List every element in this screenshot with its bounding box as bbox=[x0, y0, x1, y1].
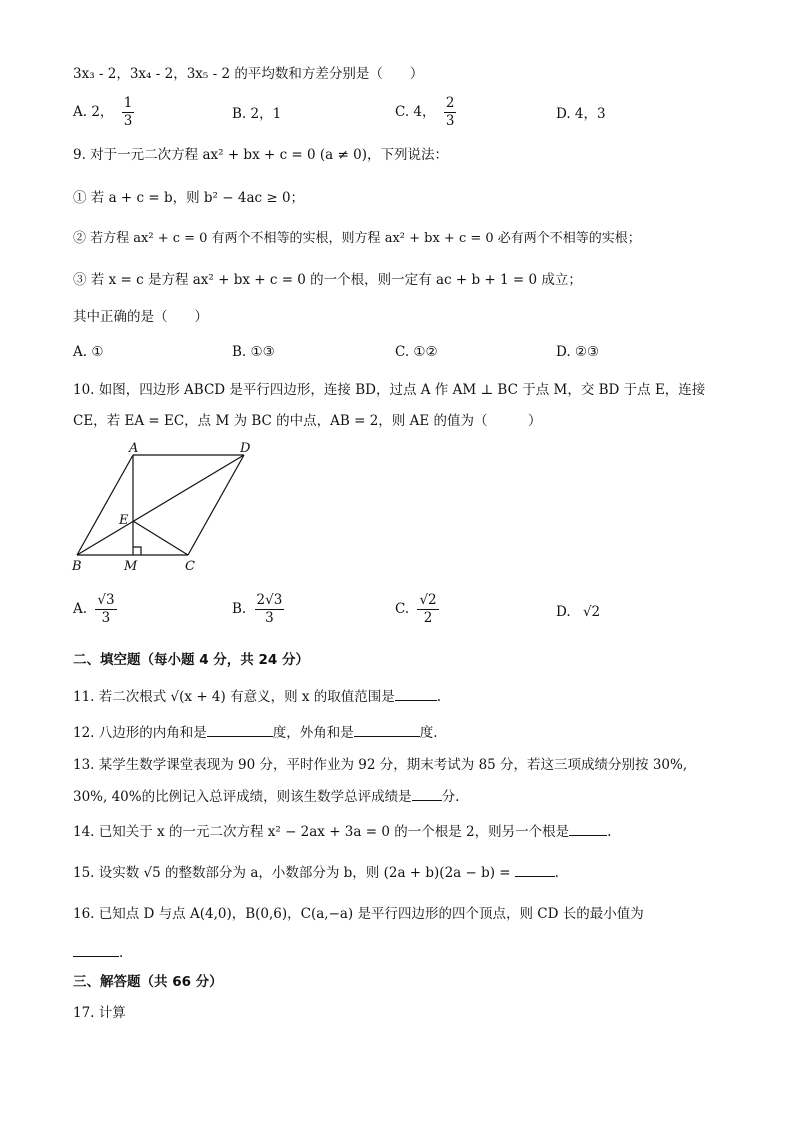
q8-option-a[interactable] bbox=[73, 95, 134, 130]
q12-text-a: 12. 八边形的内角和是 bbox=[73, 725, 207, 741]
fraction-denominator: 3 bbox=[123, 113, 133, 129]
q12 bbox=[73, 722, 734, 743]
segment-dc bbox=[188, 455, 244, 555]
q12-text-b: 度，外角和是 bbox=[272, 725, 354, 741]
q9-statement-2: ② 若方程 ax² + c = 0 有两个不相等的实根，则方程 ax² + bx + c = 0 必有两个不相等的实根； bbox=[73, 231, 641, 246]
q10-option-d-label: D. bbox=[556, 604, 571, 620]
q16-line1: 16. 已知点 D 与点 A(4,0)，B(0,6)，C(a,−a) 是平行四边形的四个顶点，则 CD 长的最小值为 bbox=[73, 906, 644, 922]
label-e: E bbox=[119, 513, 129, 528]
fraction-numerator: √2 bbox=[419, 592, 437, 608]
q9-option-a[interactable]: A. ① bbox=[73, 344, 104, 360]
q15-period: . bbox=[554, 865, 559, 881]
q10-option-b-fraction bbox=[255, 592, 285, 627]
q10-option-a-fraction bbox=[95, 592, 116, 627]
q16-answer-blank[interactable] bbox=[73, 942, 119, 957]
q13-answer-blank[interactable] bbox=[412, 786, 442, 801]
q9-option-c[interactable]: C. ①② bbox=[395, 344, 438, 360]
q14-period: . bbox=[607, 824, 612, 840]
q10-option-d-value: √2 bbox=[582, 604, 601, 620]
q14-text: 14. 已知关于 x 的一元二次方程 x² − 2ax + 3a = 0 的一个根是 2，则另一个根是 bbox=[73, 824, 570, 840]
q8-option-a-label: A. 2， bbox=[73, 104, 114, 120]
q10-option-b-label: B. bbox=[232, 601, 247, 617]
fraction-numerator: 2 bbox=[445, 95, 455, 111]
q13-line2 bbox=[73, 786, 734, 807]
q10-option-a-label: A. bbox=[73, 601, 88, 617]
q8-stem-continuation: 3x₃ - 2，3x₄ - 2，3x₅ - 2 的平均数和方差分别是（ ） bbox=[73, 66, 424, 82]
q8-option-a-fraction bbox=[122, 95, 135, 130]
q10-stem-line2: CE，若 EA = EC，点 M 为 BC 的中点，AB = 2，则 AE 的值为（ ） bbox=[73, 413, 542, 429]
q9-question: 其中正确的是（ ） bbox=[73, 309, 208, 325]
label-a: A bbox=[129, 441, 139, 456]
q15-answer-blank[interactable] bbox=[515, 862, 555, 877]
label-b: B bbox=[72, 559, 82, 574]
q10-option-c[interactable] bbox=[395, 592, 439, 627]
q10-option-c-fraction bbox=[417, 592, 438, 627]
q10-option-d[interactable] bbox=[556, 602, 600, 622]
q8-option-d[interactable]: D. 4，3 bbox=[556, 106, 606, 122]
label-c: C bbox=[185, 559, 195, 574]
q10-stem-line1: 10. 如图，四边形 ABCD 是平行四边形，连接 BD，过点 A 作 AM ⊥ BC 于点 M，交 BD 于点 E，连接 bbox=[73, 382, 706, 398]
fraction-denominator: 3 bbox=[265, 610, 274, 626]
q15-text: 15. 设实数 √5 的整数部分为 a，小数部分为 b，则 (2a + b)(2a − b) = bbox=[73, 865, 511, 881]
q11-period: . bbox=[436, 689, 442, 705]
label-m: M bbox=[124, 559, 138, 574]
q10-option-c-label: C. bbox=[395, 601, 410, 617]
q9-option-d[interactable]: D. ②③ bbox=[556, 344, 600, 360]
q10-option-b[interactable] bbox=[232, 592, 284, 627]
segment-bd bbox=[77, 455, 244, 555]
q10-option-a[interactable] bbox=[73, 592, 117, 627]
q16-period: . bbox=[119, 945, 124, 961]
q17-prompt: 17. 计算 bbox=[73, 1005, 126, 1021]
q13-text: 30%, 40%的比例记入总评成绩，则该生数学总评成绩是 bbox=[73, 789, 412, 805]
q12-blank-exterior[interactable] bbox=[354, 722, 420, 737]
q11-text: 11. 若二次根式 √(x + 4) 有意义，则 x 的取值范围是 bbox=[73, 689, 395, 705]
q15 bbox=[73, 862, 734, 883]
q9-stem: 9. 对于一元二次方程 ax² + bx + c = 0 (a ≠ 0)，下列说法： bbox=[73, 147, 448, 163]
fraction-denominator: 2 bbox=[423, 610, 433, 626]
right-angle-mark bbox=[133, 547, 141, 555]
q8-option-c[interactable] bbox=[395, 95, 456, 130]
fraction-denominator: 3 bbox=[445, 113, 455, 129]
q9-option-b[interactable]: B. ①③ bbox=[232, 344, 275, 360]
fraction-denominator: 3 bbox=[101, 610, 111, 626]
q8-option-c-fraction bbox=[444, 95, 457, 130]
q8-option-b[interactable]: B. 2，1 bbox=[232, 106, 282, 122]
fraction-numerator: 2√3 bbox=[256, 592, 283, 608]
fraction-numerator: 1 bbox=[123, 95, 133, 111]
q11 bbox=[73, 686, 734, 707]
q16-line2 bbox=[73, 942, 734, 963]
q13-unit: 分. bbox=[441, 789, 460, 805]
q8-option-c-label: C. 4， bbox=[395, 104, 436, 120]
q14-answer-blank[interactable] bbox=[569, 821, 607, 836]
q13-line1: 13. 某学生数学课堂表现为 90 分，平时作业为 92 分，期末考试为 85 分，若这三项成绩分别按 30%, bbox=[73, 757, 688, 773]
q9-statement-1: ① 若 a + c = b，则 b² − 4ac ≥ 0； bbox=[73, 190, 305, 206]
section-3-title: 三、解答题（共 66 分） bbox=[73, 974, 223, 990]
q14 bbox=[73, 821, 734, 842]
parallelogram-figure bbox=[66, 438, 266, 576]
section-2-title: 二、填空题（每小题 4 分，共 24 分） bbox=[73, 652, 309, 668]
q11-answer-blank[interactable] bbox=[395, 686, 437, 701]
fraction-numerator: √3 bbox=[97, 592, 115, 608]
label-d: D bbox=[240, 441, 251, 456]
segment-ab bbox=[77, 455, 133, 555]
q12-text-c: 度. bbox=[419, 725, 438, 741]
q12-blank-interior[interactable] bbox=[207, 722, 273, 737]
q9-statement-3: ③ 若 x = c 是方程 ax² + bx + c = 0 的一个根，则一定有 ac + b + 1 = 0 成立； bbox=[73, 272, 582, 288]
